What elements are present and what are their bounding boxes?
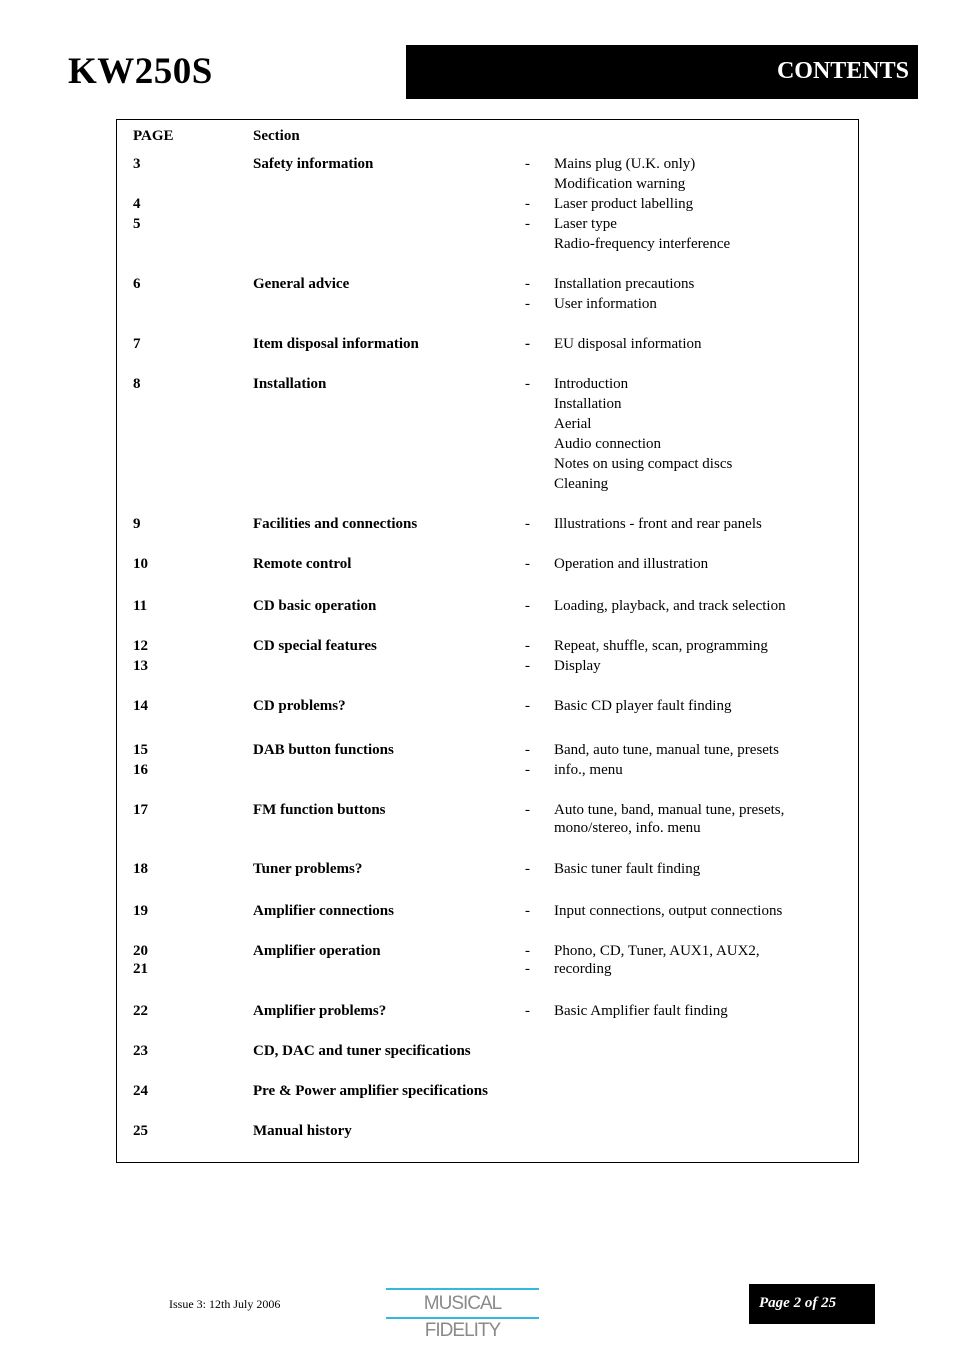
toc-subtopic: info., menu: [554, 762, 623, 778]
col-page-header: PAGE: [133, 128, 174, 144]
toc-dash: -: [525, 658, 530, 674]
toc-subtopic: Basic CD player fault finding: [554, 698, 732, 714]
toc-subtopic: Phono, CD, Tuner, AUX1, AUX2,: [554, 943, 760, 959]
toc-subtopic: Repeat, shuffle, scan, programming: [554, 638, 768, 654]
toc-section-title: CD, DAC and tuner specifications: [253, 1043, 471, 1059]
toc-dash: -: [525, 156, 530, 172]
toc-subtopic: Aerial: [554, 416, 592, 432]
page-number: Page 2 of 25: [759, 1295, 837, 1311]
toc-page-number: 22: [133, 1003, 148, 1019]
toc-page-number: 7: [133, 336, 141, 352]
toc-subtopic: Illustrations - front and rear panels: [554, 516, 762, 532]
toc-page-number: 3: [133, 156, 141, 172]
toc-section-title: Manual history: [253, 1123, 352, 1139]
toc-subtopic: Basic tuner fault finding: [554, 861, 701, 877]
toc-subtopic: Auto tune, band, manual tune, presets,: [554, 802, 785, 818]
toc-dash: -: [525, 742, 530, 758]
toc-subtopic: Laser type: [554, 216, 617, 232]
toc-dash: -: [525, 861, 530, 877]
toc-section-title: Tuner problems?: [253, 861, 363, 877]
toc-dash: -: [525, 276, 530, 292]
issue-date: Issue 3: 12th July 2006: [169, 1297, 281, 1311]
toc-dash: -: [525, 903, 530, 919]
toc-subtopic: Display: [554, 658, 601, 674]
toc-page-number: 19: [133, 903, 148, 919]
toc-dash: -: [525, 802, 530, 818]
toc-subtopic: Loading, playback, and track selection: [554, 598, 786, 614]
toc-dash: -: [525, 698, 530, 714]
toc-page-number: 6: [133, 276, 141, 292]
toc-section-title: Safety information: [253, 156, 374, 172]
toc-dash: -: [525, 196, 530, 212]
toc-section-title: CD special features: [253, 638, 377, 654]
model-title: KW250S: [68, 51, 213, 92]
toc-page-number: 16: [133, 762, 148, 778]
toc-section-title: Remote control: [253, 556, 352, 572]
toc-subtopic: Radio-frequency interference: [554, 236, 731, 252]
toc-subtopic: Modification warning: [554, 176, 686, 192]
toc-dash: -: [525, 296, 530, 312]
toc-page-number: 25: [133, 1123, 148, 1139]
toc-section-title: Amplifier operation: [253, 943, 381, 959]
toc-dash: -: [525, 598, 530, 614]
toc-page-number: 14: [133, 698, 148, 714]
toc-page-number: 24: [133, 1083, 148, 1099]
toc-page-number: 5: [133, 216, 141, 232]
toc-page-number: 12: [133, 638, 148, 654]
toc-subtopic: EU disposal information: [554, 336, 702, 352]
toc-section-title: General advice: [253, 276, 350, 292]
toc-page-number: 23: [133, 1043, 148, 1059]
toc-page-number: 17: [133, 802, 148, 818]
toc-subtopic: Introduction: [554, 376, 629, 392]
toc-section-title: Amplifier connections: [253, 903, 394, 919]
toc-subtopic: Cleaning: [554, 476, 609, 492]
toc-section-title: CD problems?: [253, 698, 346, 714]
toc-section-title: Item disposal information: [253, 336, 419, 352]
toc-dash: -: [525, 376, 530, 392]
toc-dash: -: [525, 556, 530, 572]
musical-fidelity-logo: MUSICAL FIDELITY: [386, 1288, 539, 1319]
contents-title: CONTENTS: [776, 58, 909, 84]
toc-page-number: 20: [133, 943, 148, 959]
toc-subtopic: User information: [554, 296, 657, 312]
toc-subtopic: Operation and illustration: [554, 556, 709, 572]
toc-page-number: 18: [133, 861, 148, 877]
toc-section-title: DAB button functions: [253, 742, 394, 758]
toc-page-number: 13: [133, 658, 148, 674]
toc-page-number: 21: [133, 961, 148, 977]
toc-section-title: Facilities and connections: [253, 516, 418, 532]
toc-subtopic: Mains plug (U.K. only): [554, 156, 696, 172]
toc-subtopic: recording: [554, 961, 612, 977]
toc-page-number: 15: [133, 742, 148, 758]
toc-dash: -: [525, 762, 530, 778]
toc-subtopic: Audio connection: [554, 436, 662, 452]
toc-subtopic: Input connections, output connections: [554, 903, 783, 919]
toc-section-title: CD basic operation: [253, 598, 377, 614]
toc-dash: -: [525, 961, 530, 977]
toc-dash: -: [525, 336, 530, 352]
toc-subtopic: Band, auto tune, manual tune, presets: [554, 742, 779, 758]
toc-dash: -: [525, 1003, 530, 1019]
toc-subtopic: mono/stereo, info. menu: [554, 820, 701, 836]
toc-page-number: 11: [133, 598, 148, 614]
toc-page-number: 9: [133, 516, 141, 532]
toc-dash: -: [525, 943, 530, 959]
table-of-contents: [116, 119, 859, 1163]
page-number-box: [749, 1284, 875, 1324]
toc-subtopic: Installation: [554, 396, 622, 412]
col-section-header: Section: [253, 128, 300, 144]
toc-dash: -: [525, 638, 530, 654]
contents-header-bar: [406, 45, 918, 99]
toc-section-title: FM function buttons: [253, 802, 386, 818]
toc-dash: -: [525, 216, 530, 232]
toc-subtopic: Basic Amplifier fault finding: [554, 1003, 728, 1019]
toc-subtopic: Installation precautions: [554, 276, 695, 292]
toc-page-number: 8: [133, 376, 141, 392]
toc-page-number: 4: [133, 196, 141, 212]
toc-subtopic: Laser product labelling: [554, 196, 694, 212]
toc-section-title: Pre & Power amplifier specifications: [253, 1083, 488, 1099]
toc-dash: -: [525, 516, 530, 532]
toc-subtopic: Notes on using compact discs: [554, 456, 733, 472]
toc-section-title: Installation: [253, 376, 327, 392]
toc-page-number: 10: [133, 556, 148, 572]
toc-section-title: Amplifier problems?: [253, 1003, 387, 1019]
